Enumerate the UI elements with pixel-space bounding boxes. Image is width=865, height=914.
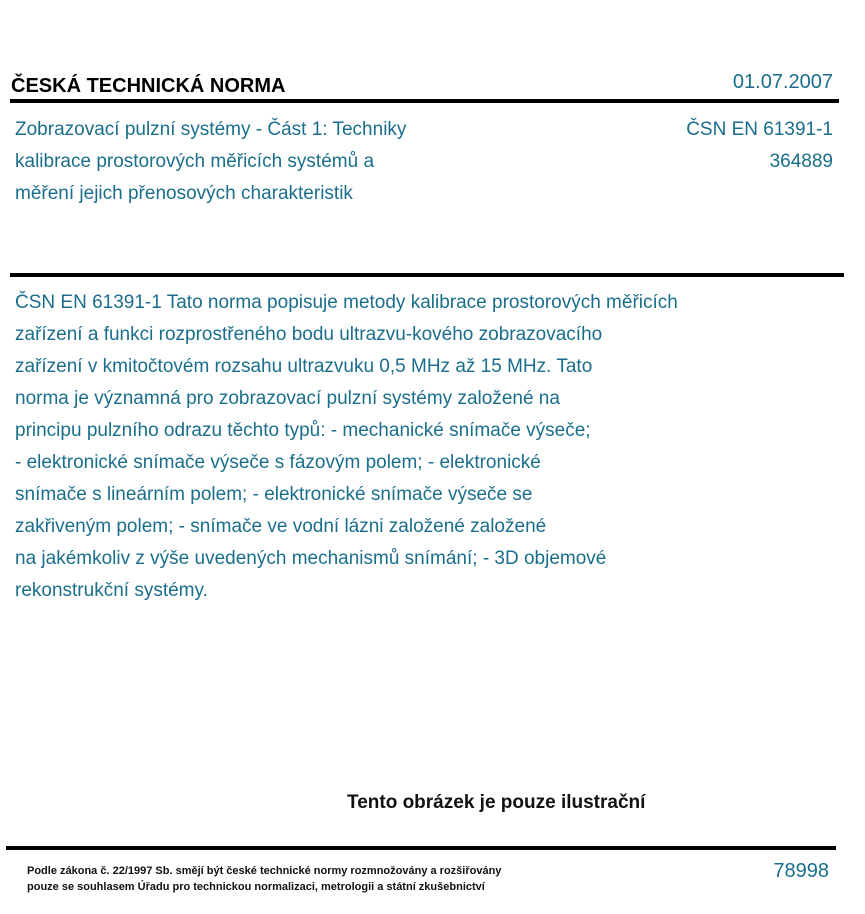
legal-notice-line: pouze se souhlasem Úřadu pro technickou normalizaci, metrologii a státní zkušebnictví [27, 881, 485, 893]
document-id: 78998 [773, 860, 829, 882]
classification-number: 364889 [769, 151, 833, 172]
middle-divider [10, 273, 844, 277]
abstract-line: principu pulzního odrazu těchto typů: - mechanické snímače výseče; [15, 420, 591, 441]
document-title-line: měření jejich přenosových charakteristik [15, 183, 353, 204]
document-title-line: kalibrace prostorových měřicích systémů a [15, 151, 375, 172]
bottom-divider [6, 846, 836, 850]
abstract-line: rekonstrukční systémy. [15, 580, 208, 601]
abstract-line: zařízení a funkci rozprostřeného bodu ultrazvu-kového zobrazovacího [15, 324, 603, 345]
abstract-line: snímače s lineárním polem; - elektronické snímače výseče se [15, 484, 533, 505]
abstract-line: zakřiveným polem; - snímače ve vodní lázni založené založené [15, 516, 547, 537]
illustration-note: Tento obrázek je pouze ilustrační [347, 792, 646, 813]
abstract-line: ČSN EN 61391-1 Tato norma popisuje metody kalibrace prostorových měřicích [15, 292, 678, 313]
abstract-text [15, 287, 835, 607]
norm-heading: ČESKÁ TECHNICKÁ NORMA [11, 75, 286, 97]
abstract-line: norma je významná pro zobrazovací pulzní systémy založené na [15, 388, 560, 409]
document-codes [686, 114, 833, 178]
publication-date: 01.07.2007 [732, 71, 833, 93]
legal-notice-line: Podle zákona č. 22/1997 Sb. smějí být české technické normy rozmnožovány a rozšiřovány [27, 865, 502, 877]
top-divider [10, 99, 839, 103]
abstract-line: zařízení v kmitočtovém rozsahu ultrazvuku 0,5 MHz až 15 MHz. Tato [15, 356, 593, 377]
abstract-line: na jakémkoliv z výše uvedených mechanismů snímání; - 3D objemové [15, 548, 607, 569]
legal-notice [27, 863, 501, 895]
document-title [15, 114, 485, 210]
document-title-line: Zobrazovací pulzní systémy - Část 1: Techniky [15, 119, 407, 140]
abstract-line: - elektronické snímače výseče s fázovým polem; - elektronické [15, 452, 541, 473]
standard-code: ČSN EN 61391-1 [686, 119, 833, 140]
